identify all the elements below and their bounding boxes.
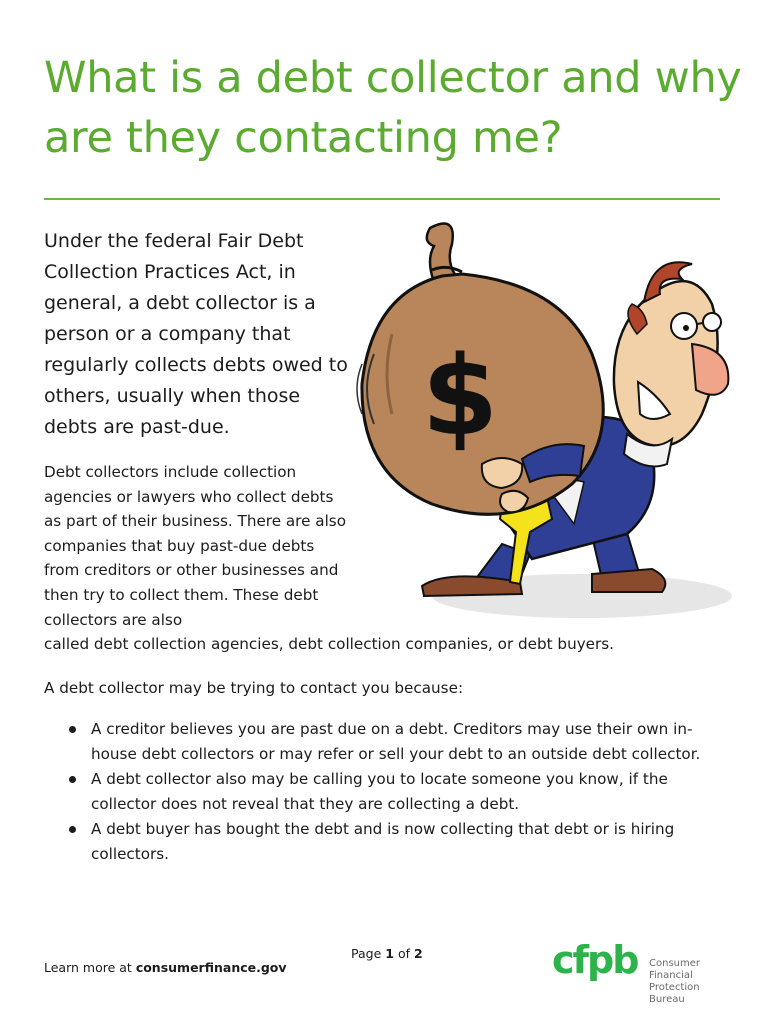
list-item <box>66 817 716 866</box>
list-item <box>66 767 716 816</box>
svg-text:$: $ <box>421 332 499 460</box>
cfpb-logo-subtitle <box>649 958 729 1006</box>
reasons-intro: A debt collector may be trying to contact you because: <box>44 679 464 697</box>
cfpb-logo-line-2: Protection Bureau <box>649 982 700 1005</box>
page-number-of: of <box>397 946 410 961</box>
reasons-list <box>66 717 716 868</box>
man-carrying-money-bag-icon <box>352 214 732 624</box>
intro-paragraph-continued: called debt collection agencies, debt collection companies, or debt buyers. <box>44 635 615 653</box>
list-item <box>66 717 716 766</box>
learn-more-link[interactable]: consumerfinance.gov <box>135 960 287 975</box>
bullet-icon <box>69 826 76 833</box>
page-number-current: 1 <box>385 946 394 961</box>
page-title: What is a debt collector and why are they contacting me? <box>44 53 742 163</box>
lead-paragraph: Under the federal Fair Debt Collection Practices Act, in general, a debt collector is a person or a company that regularly collects debts owed to others, usually when those debts are past-due. <box>44 230 348 438</box>
page-number-total: 2 <box>413 946 423 961</box>
cfpb-logo-line-1: Consumer Financial <box>649 958 700 981</box>
learn-more-line <box>44 960 287 975</box>
page-number-label: Page <box>351 946 382 961</box>
cfpb-logo-wordmark: cfpb <box>552 938 638 982</box>
list-item-text: A debt collector also may be calling you to locate someone you know, if the collector does not reveal that they are collecting a debt. <box>91 770 668 813</box>
bullet-icon <box>69 776 76 783</box>
intro-paragraph: Debt collectors include collection agencies or lawyers who collect debts as part of their business. There are also companies that buy past-due debts from creditors or other businesses and then try to collect them. These debt collectors are also <box>44 463 346 629</box>
cfpb-logo <box>552 938 732 1005</box>
list-item-text: A creditor believes you are past due on a debt. Creditors may use their own in-house debt collectors or may refer or sell your debt to an outside debt collector. <box>91 720 701 763</box>
learn-more-prefix: Learn more at <box>44 960 132 975</box>
list-item-text: A debt buyer has bought the debt and is now collecting that debt or is hiring collectors. <box>91 820 675 863</box>
page-number <box>351 946 423 961</box>
title-divider <box>44 198 720 200</box>
bullet-icon <box>69 726 76 733</box>
